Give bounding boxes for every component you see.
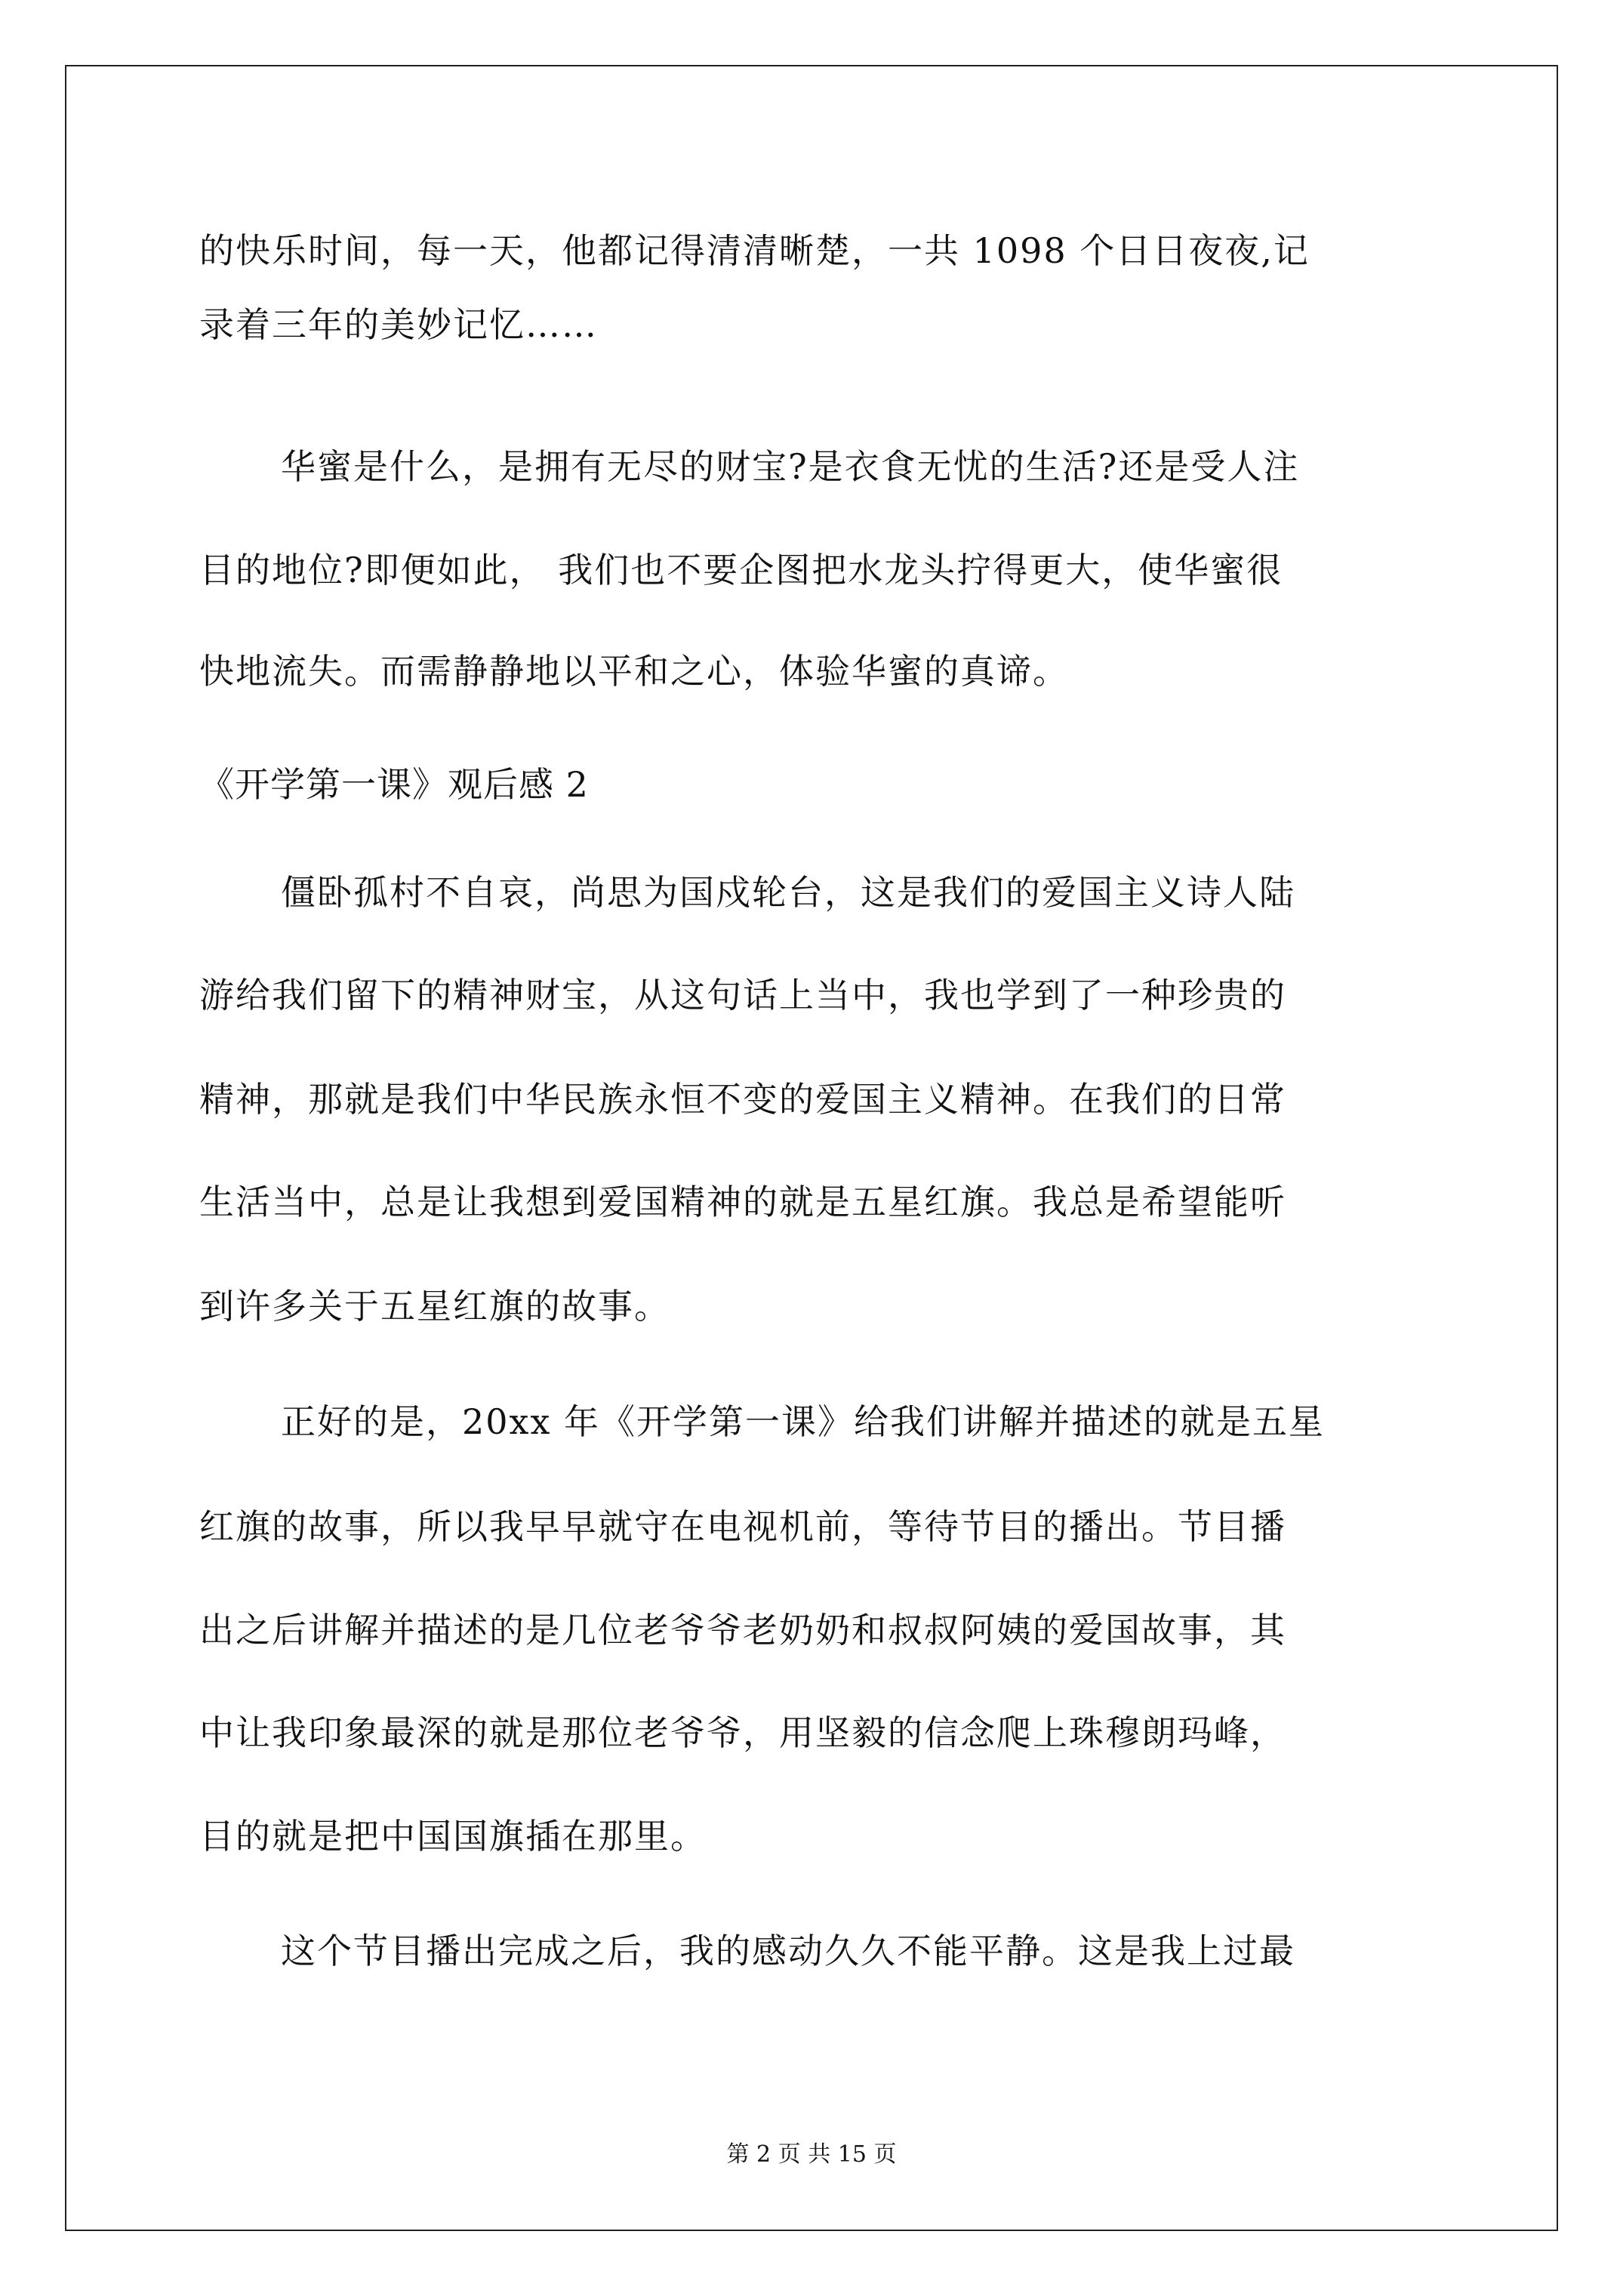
- body-line: 这个节目播出完成之后，我的感动久久不能平静。这是我上过最: [281, 1931, 1295, 1971]
- page-border: [65, 65, 1558, 2231]
- page-footer: 第 2 页 共 15 页: [726, 2141, 897, 2168]
- body-line: 快地流失。而需静静地以平和之心，体验华蜜的真谛。: [199, 651, 1069, 692]
- body-line: 游给我们留下的精神财宝，从这句话上当中，我也学到了一种珍贵的: [199, 975, 1286, 1015]
- body-line: 出之后讲解并描述的是几位老爷爷老奶奶和叔叔阿姨的爱国故事，其: [199, 1610, 1286, 1650]
- body-line: 生活当中，总是让我想到爱国精神的就是五星红旗。我总是希望能听: [199, 1182, 1286, 1222]
- body-line: 精神，那就是我们中华民族永恒不变的爱国主义精神。在我们的日常: [199, 1079, 1286, 1120]
- body-line: 到许多关于五星红旗的故事。: [199, 1286, 670, 1327]
- body-line: 目的就是把中国国旗插在那里。: [199, 1816, 707, 1857]
- body-line: 的快乐时间，每一天，他都记得清清晰楚，一共 1098 个日日夜夜,记: [199, 230, 1310, 271]
- section-heading: 《开学第一课》观后感 2: [199, 764, 589, 805]
- body-line: 目的地位?即便如此， 我们也不要企图把水龙头拧得更大，使华蜜很: [199, 550, 1283, 590]
- body-line: 华蜜是什么，是拥有无尽的财宝?是衣食无忧的生活?还是受人注: [281, 446, 1300, 487]
- body-line: 录着三年的美妙记忆……: [199, 304, 598, 345]
- body-line: 正好的是，20xx 年《开学第一课》给我们讲解并描述的就是五星: [281, 1401, 1326, 1442]
- body-line: 中让我印象最深的就是那位老爷爷，用坚毅的信念爬上珠穆朗玛峰，: [199, 1712, 1286, 1753]
- body-line: 僵卧孤村不自哀，尚思为国戍轮台，这是我们的爱国主义诗人陆: [281, 872, 1295, 913]
- body-line: 红旗的故事，所以我早早就守在电视机前，等待节目的播出。节目播: [199, 1506, 1286, 1547]
